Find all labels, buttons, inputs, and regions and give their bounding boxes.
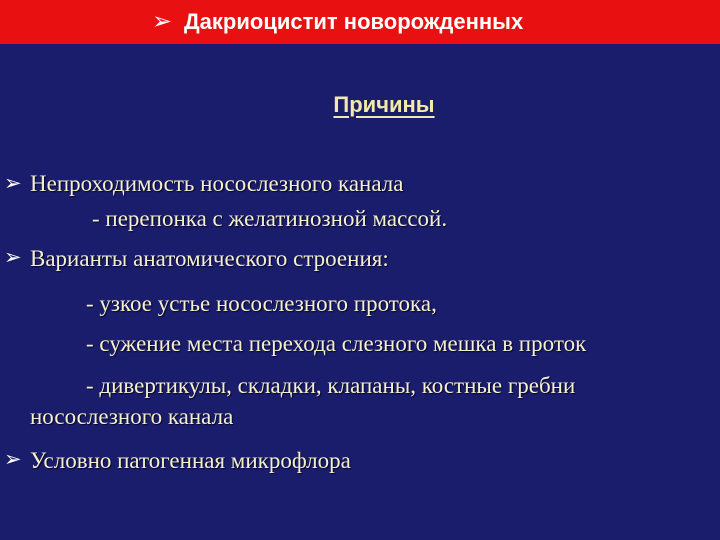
sub-item: - узкое устье носослезного протока, (86, 291, 437, 316)
arrow-bullet-icon: ➢ (4, 245, 22, 269)
arrow-bullet-icon: ➢ (4, 447, 22, 471)
bullet-item: Варианты анатомического строения: (30, 246, 389, 271)
slide-title: Дакриоцистит новорожденных (184, 9, 524, 34)
bullet-item: Условно патогенная микрофлора (30, 448, 351, 473)
bullet-item: Непроходимость носослезного канала (30, 171, 404, 196)
title-bar (0, 0, 720, 44)
arrow-bullet-icon: ➢ (4, 171, 22, 195)
sub-item: - дивертикулы, складки, клапаны, костные гребни (86, 373, 576, 398)
sub-item: - сужение места перехода слезного мешка в проток (86, 331, 587, 356)
arrow-bullet-icon: ➢ (152, 7, 173, 35)
sub-item-continuation: носослезного канала (30, 404, 234, 429)
sub-item: - перепонка с желатинозной массой. (92, 206, 448, 231)
slide-subtitle: Причины (333, 92, 435, 117)
